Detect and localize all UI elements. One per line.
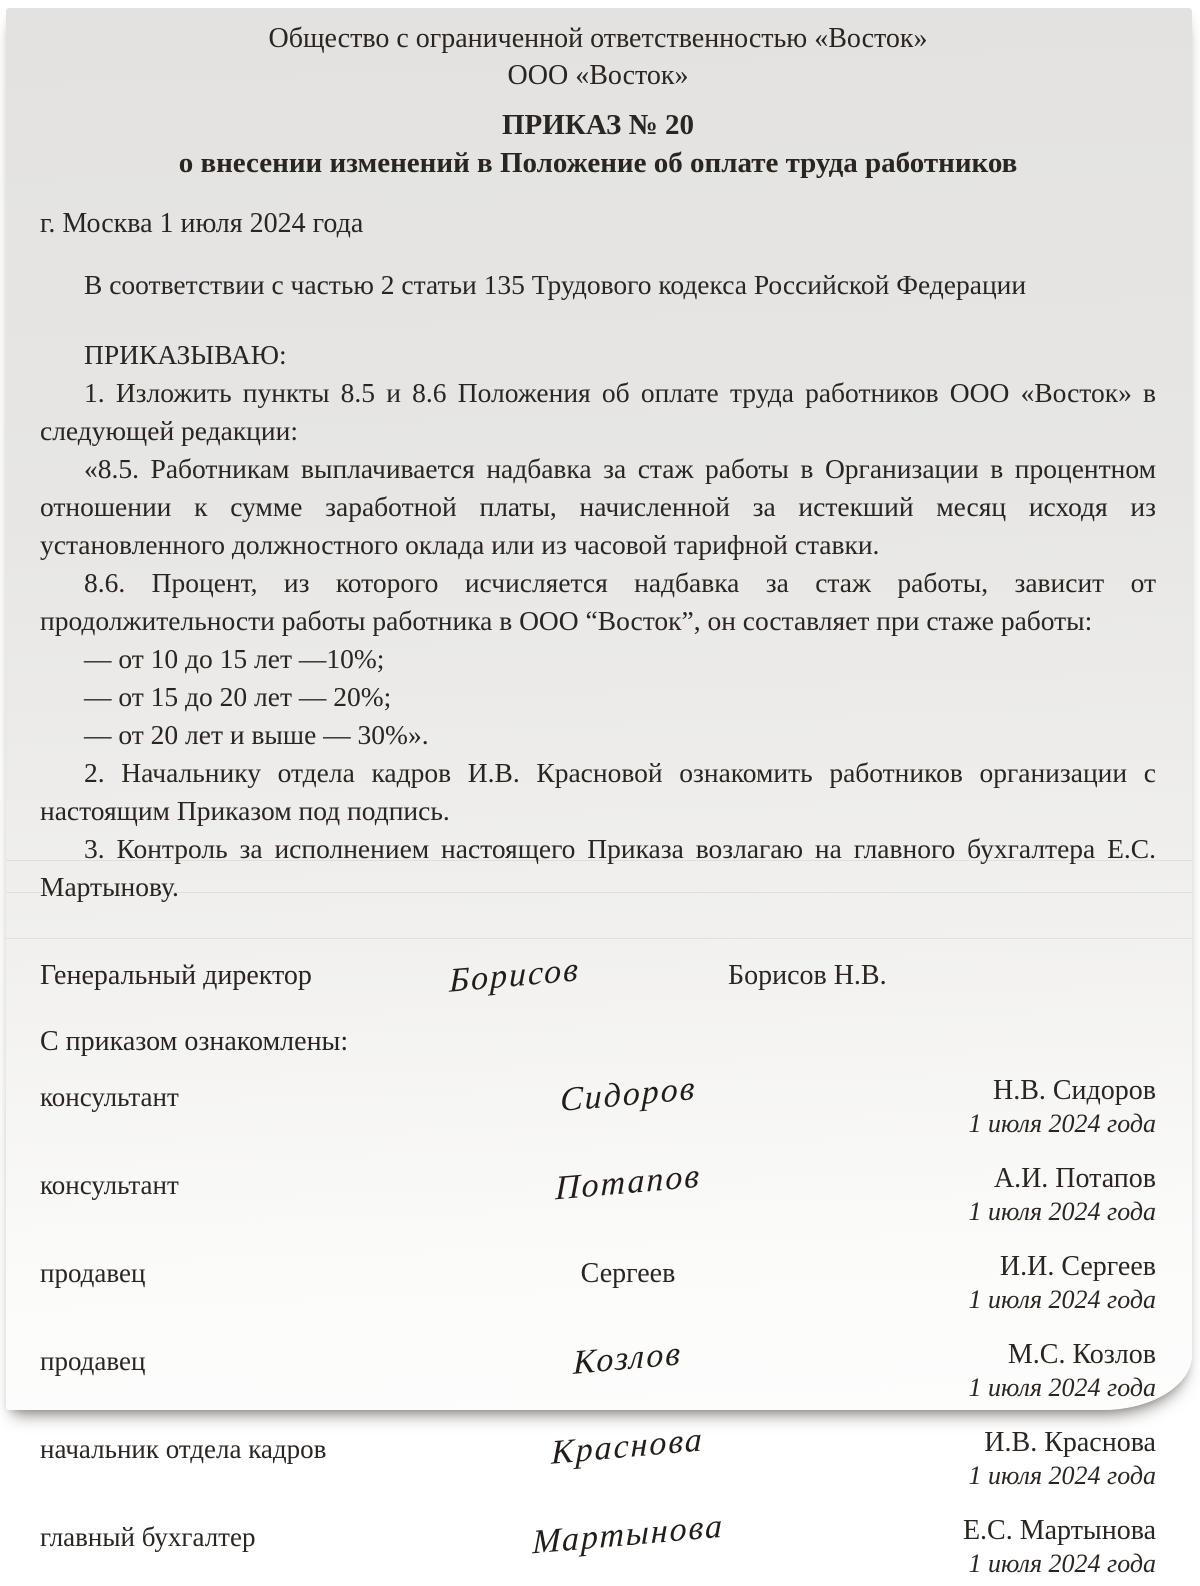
employee-typed-signature: Сергеев [580,1258,676,1289]
org-short-name: ООО «Восток» [507,60,689,91]
employee-position-label: главный бухгалтер [40,1522,256,1552]
employee-signature-slot [440,1250,816,1322]
acknowledged-row [40,1335,1156,1410]
employee-name: И.В. Краснова [984,1427,1156,1458]
acknowledged-row [40,1421,1156,1498]
acknowledged-row [40,1157,1156,1234]
employee-name-date-block [816,1426,1156,1498]
employee-position-label: консультант [40,1082,179,1112]
director-signature-row [40,950,1156,1002]
acknowledged-heading: С приказом ознакомлены: [40,1026,349,1057]
paper-sheet [6,8,1192,1578]
employee-position-label: начальник отдела кадров [40,1434,327,1464]
director-position-label: Генеральный директор [40,960,312,991]
order-item-2: 2. Начальнику отдела кадров И.В. Красновой ознакомить работников организации с настоящим Приказом под подпись. [40,757,1156,826]
place-and-date: г. Москва 1 июля 2024 года [40,208,364,239]
employee-position-label: продавец [40,1346,146,1376]
order-number: ПРИКАЗ № 20 [501,109,695,141]
clause-8-6: 8.6. Процент, из которого исчисляется надбавка за стаж работы, зависит от продолжительности работы работника в ООО “Восток”, он составляет при стаже работы: [40,567,1156,636]
employee-name-date-block [816,1514,1156,1586]
employee-signature-slot [440,1335,816,1410]
seniority-tier-1: — от 10 до 15 лет —10%; [84,643,385,674]
acknowledged-row [40,1507,1156,1586]
director-name: Борисов Н.В. [728,960,887,991]
employee-position-label: продавец [40,1258,146,1288]
acknowledgement-date: 1 июля 2024 года [968,1461,1156,1490]
employee-signature-slot [440,1421,816,1498]
employee-signature-slot [440,1507,816,1586]
director-signature-slot [390,951,640,1000]
order-item-3: 3. Контроль за исполнением настоящего Приказа возлагаю на главного бухгалтера Е.С. Мартынову. [40,833,1156,902]
employee-handwritten-signature: Сидоров [559,1069,697,1120]
employee-position-label: консультант [40,1170,179,1200]
seniority-tier-3: — от 20 лет и выше — 30%». [84,719,429,750]
employee-name: А.И. Потапов [993,1163,1156,1194]
employee-name-date-block [816,1162,1156,1234]
document-title [40,106,1156,182]
legal-basis-paragraph: В соответствии с частью 2 статьи 135 Трудового кодекса Российской Федерации [84,269,1027,300]
employee-signature-slot [440,1069,816,1146]
clause-8-5: «8.5. Работникам выплачивается надбавка за стаж работы в Организации в процентном отношении к сумме заработной платы, начисленной за истекший месяц исходя из установленного должностного оклада или из часовой тарифной ставки. [40,453,1156,560]
acknowledgement-date: 1 июля 2024 года [968,1373,1156,1402]
employee-name: Н.В. Сидоров [992,1075,1156,1106]
employee-signature-slot [440,1157,816,1234]
document-content [6,8,1192,1586]
organization-header [40,20,1156,94]
acknowledgement-date: 1 июля 2024 года [968,1549,1156,1578]
employee-name: И.И. Сергеев [999,1251,1156,1282]
employee-handwritten-signature: Потапов [554,1157,702,1208]
seniority-tier-2: — от 15 до 20 лет — 20%; [84,681,392,712]
acknowledged-row [40,1069,1156,1146]
employee-name-date-block [816,1074,1156,1146]
org-full-name: Общество с ограниченной ответственностью «Восток» [268,23,928,54]
acknowledgement-date: 1 июля 2024 года [968,1285,1156,1314]
employee-handwritten-signature: Мартынова [531,1507,725,1562]
employee-handwritten-signature: Козлов [573,1335,683,1382]
employee-name: Е.С. Мартынова [962,1515,1156,1546]
director-handwritten-signature: Борисов [449,951,581,1000]
order-word: ПРИКАЗЫВАЮ: [84,339,287,370]
order-item-1: 1. Изложить пункты 8.5 и 8.6 Положения об оплате труда работников ООО «Восток» в следующей редакции: [40,377,1156,446]
employee-name-date-block [816,1338,1156,1410]
acknowledgement-date: 1 июля 2024 года [968,1197,1156,1226]
employee-name-date-block [816,1250,1156,1322]
employee-handwritten-signature: Краснова [551,1421,705,1472]
acknowledged-row [40,1250,1156,1322]
acknowledgement-date: 1 июля 2024 года [968,1109,1156,1138]
employee-name: М.С. Козлов [1007,1339,1156,1370]
order-subject: о внесении изменений в Положение об оплате труда работников [178,147,1018,179]
